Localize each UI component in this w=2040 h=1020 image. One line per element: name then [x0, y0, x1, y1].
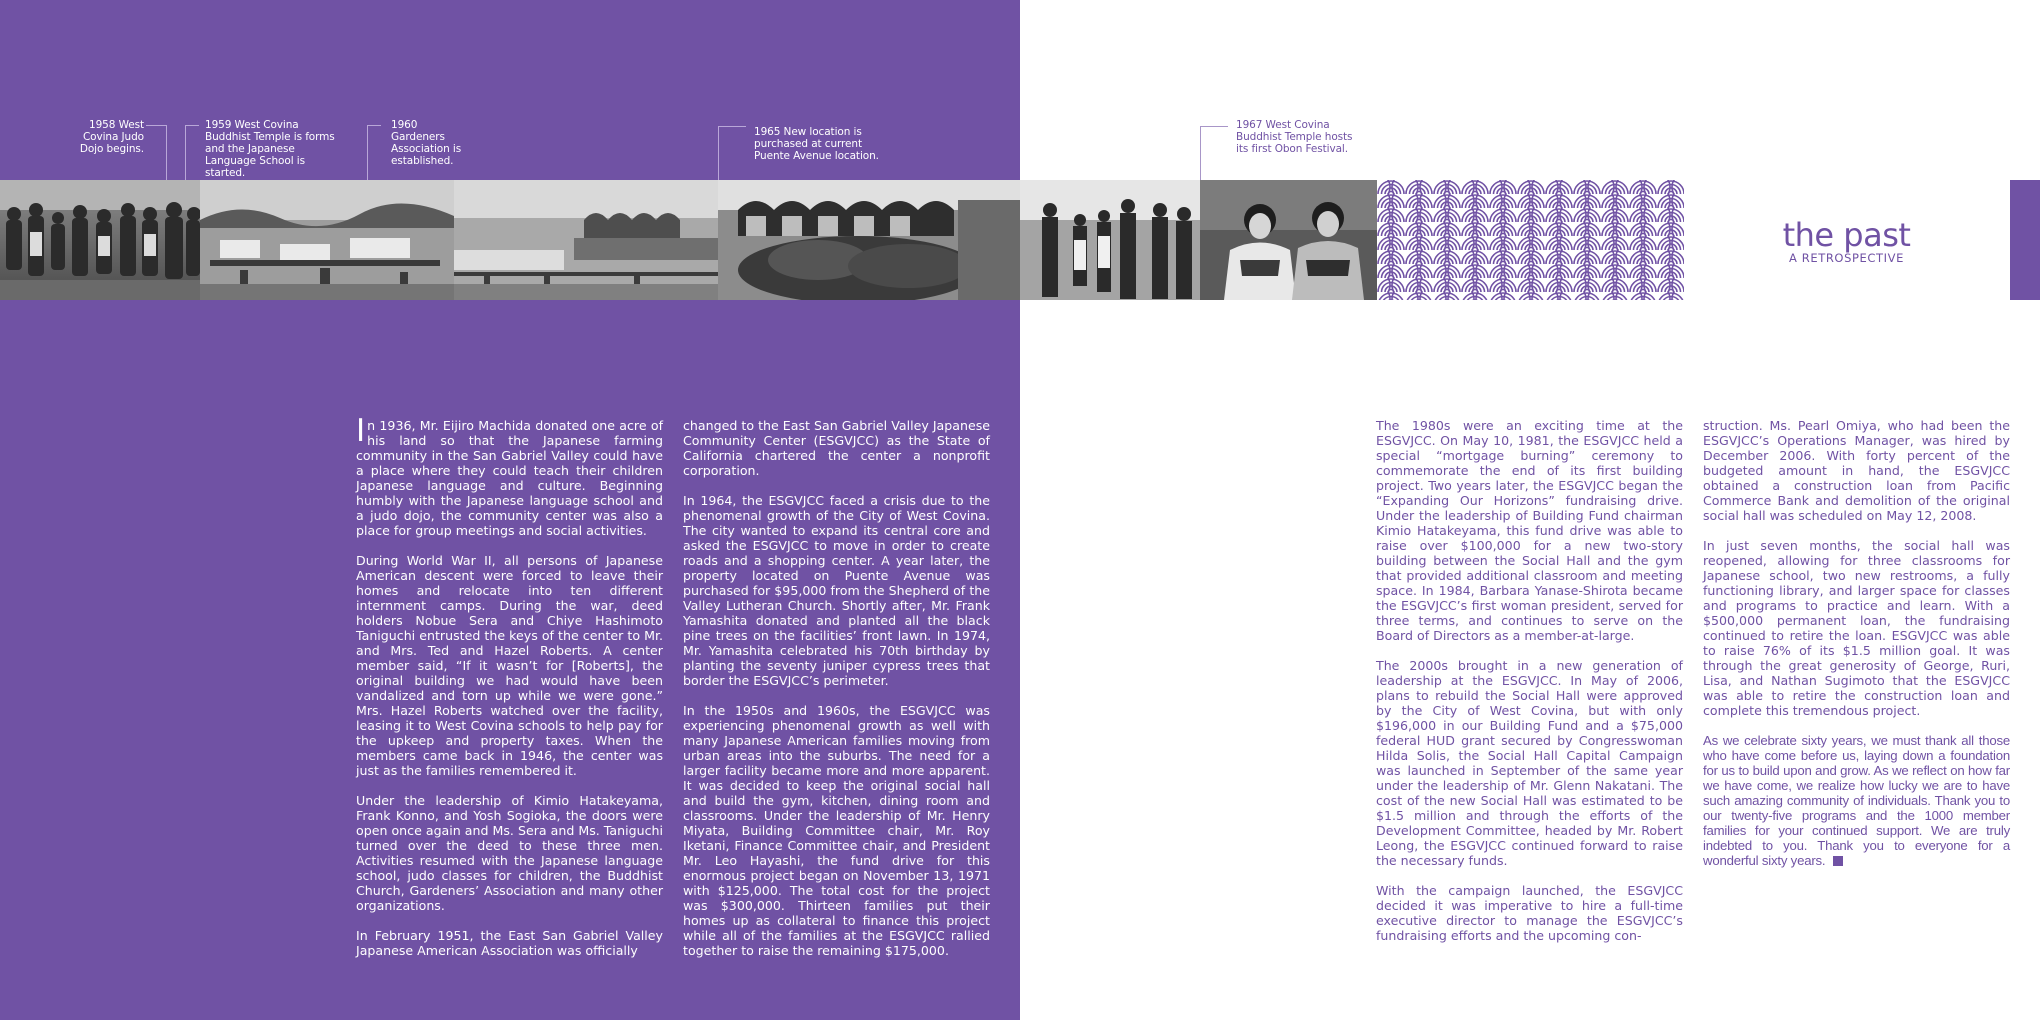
timeline-1959: 1959 West Covina Buddhist Temple is forms and the Japanese Language School is started. [205, 119, 335, 179]
timeline-1958-line-h [146, 125, 166, 126]
text-column-3 [1376, 418, 1683, 958]
col4-paragraph-1: struction. Ms. Pearl Omiya, who had been the ESGVJCC’s Operations Manager, was hired by December 2006. With forty percent of the budgeted amount in hand, the ESGVJCC obtained a construction loan from Pacific Commerce Bank and demolition of the original social hall was scheduled on May 12, 2008. [1703, 418, 2010, 523]
col2-paragraph-1: changed to the East San Gabriel Valley Japanese Community Center (ESGVJCC) as the State of California chartered the center a nonprofit corporation. [683, 418, 990, 478]
drop-cap: I [356, 413, 366, 449]
col1-paragraph-2: During World War II, all persons of Japanese American descent were forced to leave their homes and relocate into ten different internment camps. During the war, deed holders Nobue Sera and Chiye Hashimoto Taniguchi entrusted the keys of the center to Mr. and Mrs. Ted and Hazel Roberts. A center member said, “If it wasn’t for [Roberts], the original building we had would have been vandalized and torn up while we were gone.” Mrs. Hazel Roberts watched over the facility, leasing it to West Covina schools to help pay for the upkeep and property taxes. When the members came back in 1946, the center was just as the families remembered it. [356, 553, 663, 778]
col1-paragraph-1: In 1936, Mr. Eijiro Machida donated one acre of his land so that the Japanese farming community in the San Gabriel Valley could have a place where they could teach their children Japanese language and culture. Beginning humbly with the Japanese language school and a judo dojo, the community center was also a place for group meetings and social activities. [356, 413, 663, 538]
timeline-1958: 1958 West Covina Judo Dojo begins. [79, 119, 144, 155]
timeline-1967-line-v [1200, 126, 1201, 180]
photo-arched-building [454, 180, 718, 300]
photo-kimono-women [1200, 180, 1377, 300]
timeline-1960-line-h [367, 125, 381, 126]
wave-pattern [1377, 180, 1684, 300]
text-column-2 [683, 418, 990, 973]
col2-paragraph-3: In the 1950s and 1960s, the ESGVJCC was experiencing phenomenal growth as well with many Japanese American families moving from urban areas into the suburbs. The need for a larger facility became more and more apparent. It was decided to keep the original social hall and build the gym, kitchen, dining room and classrooms. Under the leadership of Mr. Henry Miyata, Building Committee chair, Mr. Roy Iketani, Finance Committee chair, and President Mr. Leo Hayashi, the fund drive for this enormous project began on November 13, 1971 with $125,000. The total cost for the project was $300,000. Thirteen families put their homes up as collateral to finance this project while all of the families at the ESGVJCC rallied together to raise the remaining $175,000. [683, 703, 990, 958]
col1-paragraph-4: In February 1951, the East San Gabriel Valley Japanese American Association was officially [356, 928, 663, 958]
side-accent-bar [2010, 180, 2040, 300]
col1-paragraph-3: Under the leadership of Kimio Hatakeyama, Frank Konno, and Yosh Sogioka, the doors were open once again and Ms. Sera and Ms. Taniguchi turned over the deed to these three men. Activities resumed with the Japanese language school, judo classes for children, the Buddhist Church, Gardeners’ Association and many other organizations. [356, 793, 663, 913]
col3-paragraph-3: With the campaign launched, the ESGVJCC decided it was imperative to hire a full-time executive director to manage the ESGVJCC’s fundraising efforts and the upcoming con- [1376, 883, 1683, 943]
timeline-1959-line-h [185, 125, 199, 126]
photo-strip [0, 180, 1377, 300]
col4-paragraph-3: As we celebrate sixty years, we must thank all those who have come before us, laying down a foundation for us to build upon and grow. As we reflect on how far we have come, we realize how lucky we are to have such amazing community of individuals. Thank you to our twenty-five programs and the 1000 member families for your continued support. We are truly indebted to you. Thank you to everyone for a wonderful sixty years. [1703, 733, 2010, 868]
col4-paragraph-2: In just seven months, the social hall was reopened, allowing for three classrooms for Japanese school, two new restrooms, a fully functioning library, and larger space for classes and programs to practice and learn. With a $500,000 permanent loan, the fundraising continued to retire the loan. ESGVJCC was able to raise 76% of its $1.5 million goal. It was through the great generosity of George, Ruri, Lisa, and Nathan Sugimoto that the ESGVJCC was able to retire the construction loan and complete this tremendous project. [1703, 538, 2010, 718]
timeline-1958-line-v [166, 125, 167, 180]
text-column-4 [1703, 418, 2010, 883]
col2-paragraph-2: In 1964, the ESGVJCC faced a crisis due to the phenomenal growth of the City of West Covina. The city wanted to expand its central core and asked the ESGVJCC to move in order to create roads and a shopping center. A year later, the property located on Puente Avenue was purchased for $95,000 from the Shepherd of the Valley Lutheran Church. Shortly after, Mr. Frank Yamashita donated and planted all the black pine trees on the facilities’ front lawn. In 1974, Mr. Yamashita celebrated his 70th birthday by planting the seventy juniper cypress trees that border the ESGVJCC’s perimeter. [683, 493, 990, 688]
photo-group-outdoors [1020, 180, 1200, 300]
timeline-1960: 1960 Gardeners Association is established. [391, 119, 462, 167]
title-block [1684, 180, 2009, 300]
page-title: the past [1782, 216, 1911, 254]
timeline-1965-line-h [718, 126, 746, 127]
photo-judo-children [0, 180, 200, 300]
text-column-1 [356, 413, 663, 973]
photo-construction-site [200, 180, 454, 300]
timeline-1965: 1965 New location is purchased at current Puente Avenue location. [754, 126, 879, 162]
timeline-1967-line-h [1200, 126, 1228, 127]
timeline-1959-line-v [185, 125, 186, 180]
end-mark-icon [1833, 856, 1843, 866]
col3-paragraph-1: The 1980s were an exciting time at the ESGVJCC. On May 10, 1981, the ESGVJCC held a special “mortgage burning” ceremony to commemorate the end of its first building project. Two years later, the ESGVJCC began the “Expanding Our Horizons” fundraising drive. Under the leadership of Building Fund chairman Kimio Hatakeyama, this fund drive was able to raise over $100,000 for a new two-story building between the Social Hall and the gym that provided additional classroom and meeting space. In 1984, Barbara Yanase-Shirota became the ESGVJCC’s first woman president, served for three terms, and continues to serve on the Board of Directors as a member-at-large. [1376, 418, 1683, 643]
timeline-1960-line-v [367, 125, 368, 180]
col3-paragraph-2: The 2000s brought in a new generation of leadership at the ESGVJCC. In May of 2006, plans to rebuild the Social Hall were approved by the City of West Covina, but with only $196,000 in our Building Fund and a $75,000 federal HUD grant secured by Congresswoman Hilda Solis, the Social Hall Capital Campaign was launched in September of the same year under the leadership of Mr. Glenn Nakatani. The cost of the new Social Hall was estimated to be $1.5 million and through the efforts of the Development Committee, headed by Mr. Robert Leong, the ESGVJCC continued forward to raise the necessary funds. [1376, 658, 1683, 868]
timeline-1967: 1967 West Covina Buddhist Temple hosts its first Obon Festival. [1236, 119, 1353, 155]
page-subtitle: A RETROSPECTIVE [1789, 251, 1904, 265]
timeline-1965-line-v [718, 126, 719, 180]
photo-temple-pine-tree [718, 180, 1020, 300]
